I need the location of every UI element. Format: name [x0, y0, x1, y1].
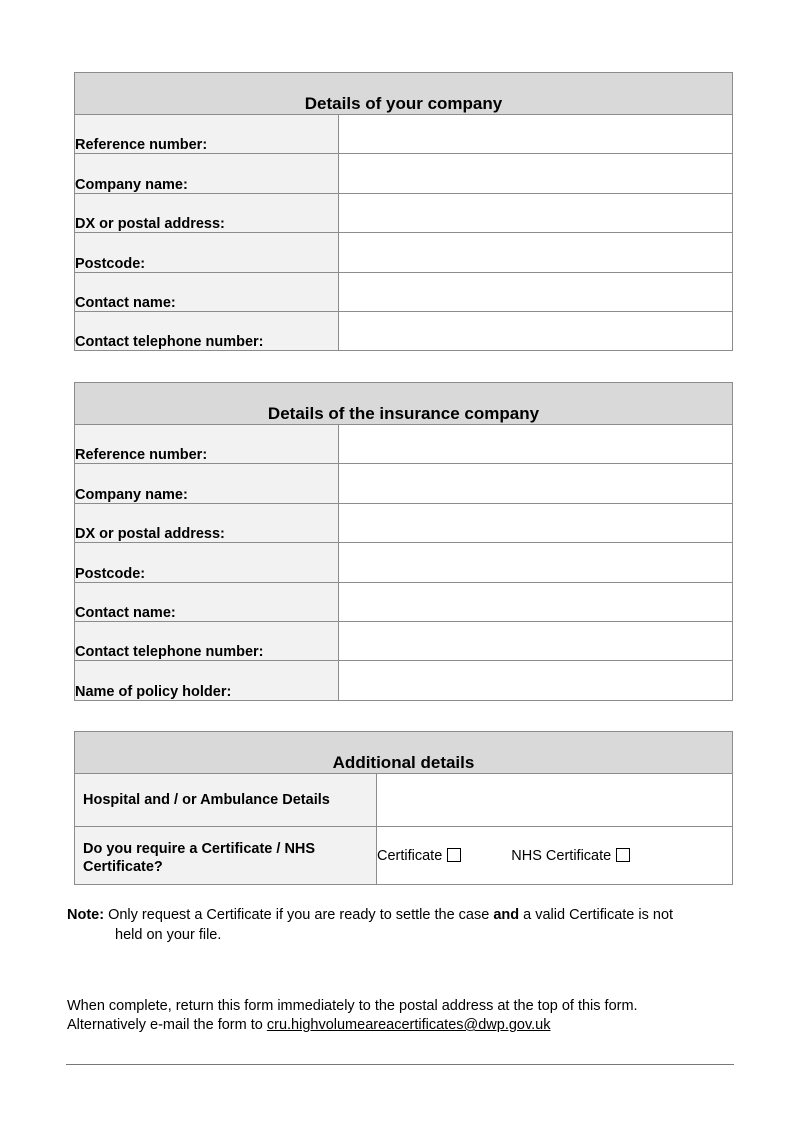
hospital-details-label: Hospital and / or Ambulance Details [75, 774, 377, 827]
closing-instructions [67, 997, 733, 1035]
company-section-title: Details of your company [75, 73, 733, 115]
company-name-label: Company name: [75, 154, 339, 193]
company-address-label: DX or postal address: [75, 193, 339, 232]
insurer-reference-label: Reference number: [75, 425, 339, 464]
closing-line2-prefix: Alternatively e-mail the form to [67, 1017, 267, 1033]
certificate-options [377, 827, 733, 885]
company-address-field[interactable] [339, 193, 733, 232]
insurer-contact-name-label: Contact name: [75, 582, 339, 621]
insurer-name-label: Company name: [75, 464, 339, 503]
company-contact-name-label: Contact name: [75, 272, 339, 311]
note-text-part2: a valid Certificate is not [519, 907, 674, 923]
insurer-telephone-field[interactable] [339, 621, 733, 660]
insurance-details-table [74, 382, 733, 701]
additional-section-title: Additional details [75, 732, 733, 774]
email-link[interactable]: cru.highvolumeareacertificates@dwp.gov.uk [266, 1017, 551, 1033]
insurer-postcode-label: Postcode: [75, 543, 339, 582]
insurer-reference-field[interactable] [339, 425, 733, 464]
policy-holder-label: Name of policy holder: [75, 661, 339, 700]
insurer-name-field[interactable] [339, 464, 733, 503]
company-reference-label: Reference number: [75, 115, 339, 154]
nhs-certificate-option-label: NHS Certificate [511, 847, 612, 864]
company-postcode-label: Postcode: [75, 233, 339, 272]
note-text [67, 905, 733, 945]
note-text-line2: held on your file. [115, 927, 222, 943]
closing-line1: When complete, return this form immediately to the postal address at the top of this form. [67, 998, 638, 1014]
insurance-section-title: Details of the insurance company [75, 383, 733, 425]
company-name-field[interactable] [339, 154, 733, 193]
note-prefix: Note: [67, 907, 105, 923]
hospital-details-field[interactable] [377, 774, 733, 827]
policy-holder-field[interactable] [339, 661, 733, 700]
company-contact-name-field[interactable] [339, 272, 733, 311]
certificate-question-label: Do you require a Certificate / NHS Certificate? [75, 827, 377, 885]
company-postcode-field[interactable] [339, 233, 733, 272]
company-telephone-label: Contact telephone number: [75, 311, 339, 350]
note-text-part1: Only request a Certificate if you are ready to settle the case [104, 907, 494, 923]
insurer-address-label: DX or postal address: [75, 503, 339, 542]
footer-divider [66, 1064, 734, 1065]
certificate-checkbox[interactable] [447, 848, 461, 862]
insurer-postcode-field[interactable] [339, 543, 733, 582]
insurer-telephone-label: Contact telephone number: [75, 621, 339, 660]
certificate-option-label: Certificate [377, 847, 443, 864]
insurer-address-field[interactable] [339, 503, 733, 542]
note-bold-and: and [493, 907, 520, 923]
company-reference-field[interactable] [339, 115, 733, 154]
insurer-contact-name-field[interactable] [339, 582, 733, 621]
additional-details-table [74, 731, 733, 885]
company-details-table [74, 72, 733, 351]
company-telephone-field[interactable] [339, 311, 733, 350]
nhs-certificate-checkbox[interactable] [616, 848, 630, 862]
